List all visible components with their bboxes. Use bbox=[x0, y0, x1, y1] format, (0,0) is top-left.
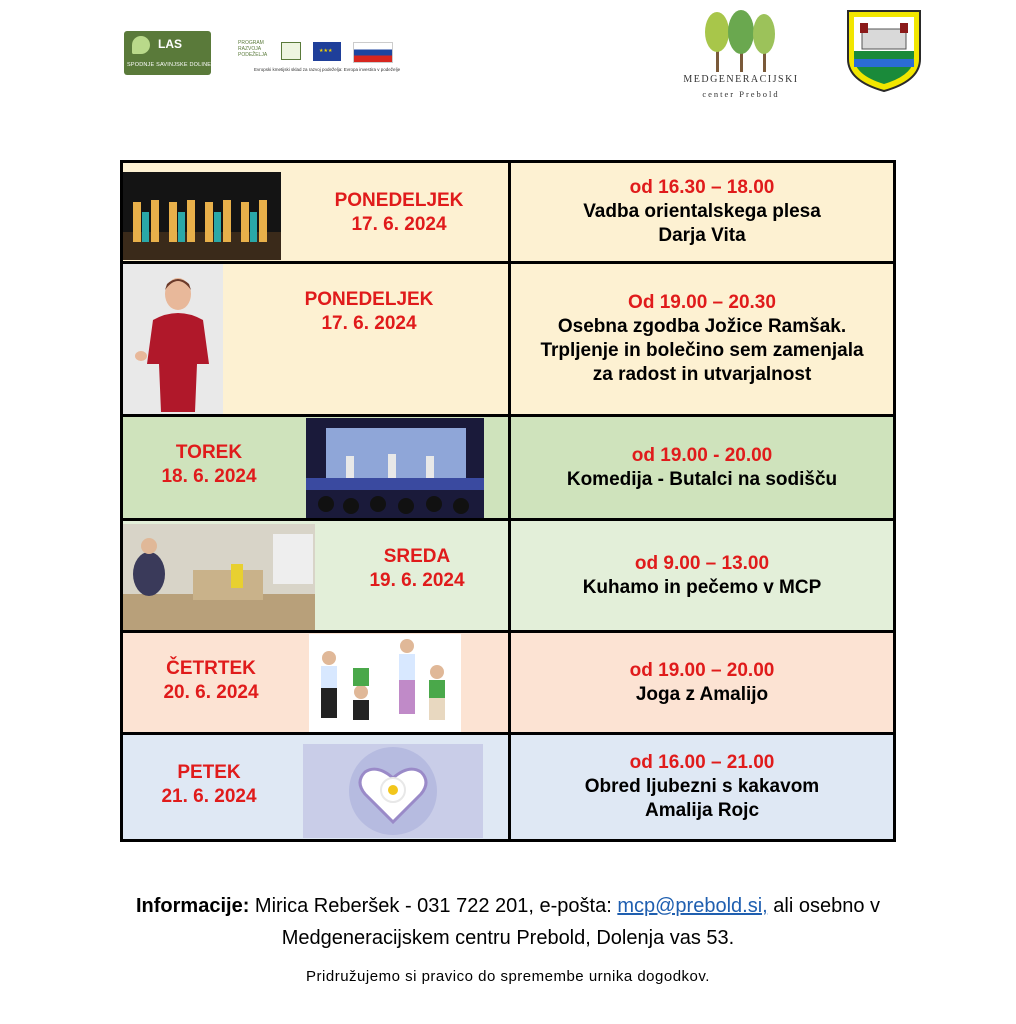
event-line: Joga z Amalijo bbox=[635, 683, 769, 705]
program-caption: Evropski kmetijski sklad za razvoj podeželja: Evropa investira v podeželje bbox=[254, 67, 401, 72]
event-time: od 16.00 – 21.00 bbox=[629, 752, 775, 773]
day-date: 19. 6. 2024 bbox=[369, 570, 465, 591]
mcp-sub: center Prebold bbox=[702, 89, 780, 99]
event-line: Obred ljubezni s kakavom bbox=[584, 776, 820, 797]
event-line: Vadba orientalskega plesa bbox=[583, 201, 821, 222]
program-logos bbox=[234, 36, 400, 76]
event-cell bbox=[510, 263, 895, 416]
day-name: SREDA bbox=[383, 546, 451, 567]
slovenia-flag-icon bbox=[353, 42, 393, 63]
prebold-crest-icon bbox=[846, 9, 922, 93]
info-address: Medgeneracijskem centru Prebold, Dolenja vas 53. bbox=[281, 927, 735, 949]
info-text-2: ali osebno v bbox=[767, 895, 880, 917]
mcp-logo bbox=[680, 8, 802, 102]
event-time: od 19.00 - 20.00 bbox=[631, 444, 773, 466]
schedule-row bbox=[122, 520, 895, 632]
event-line: za radost in utvarjalnost bbox=[592, 364, 812, 385]
day-name: PONEDELJEK bbox=[334, 190, 464, 211]
info-label: Informacije: bbox=[136, 895, 250, 917]
yoga-illustration bbox=[309, 634, 461, 732]
day-label bbox=[289, 288, 449, 336]
schedule-row bbox=[122, 632, 895, 734]
day-name: TOREK bbox=[175, 442, 243, 463]
speaker-photo bbox=[123, 264, 223, 414]
event-line: Kuhamo in pečemo v MCP bbox=[582, 576, 822, 598]
schedule-note: Pridružujemo si pravico do spremembe urnika dogodkov. bbox=[306, 968, 710, 985]
day-cell bbox=[122, 632, 510, 734]
las-subtitle: SPODNJE SAVINJSKE DOLINE bbox=[127, 62, 212, 68]
day-date: 21. 6. 2024 bbox=[161, 786, 257, 807]
event-cell bbox=[510, 162, 895, 263]
schedule-table bbox=[120, 160, 896, 842]
day-cell bbox=[122, 416, 510, 520]
event-cell bbox=[510, 416, 895, 520]
schedule-row bbox=[122, 734, 895, 841]
event-line: Trpljenje in bolečino sem zamenjala bbox=[540, 340, 864, 361]
day-label bbox=[139, 761, 279, 809]
event-time: Od 19.00 – 20.30 bbox=[628, 292, 776, 313]
day-name: ČETRTEK bbox=[166, 658, 256, 679]
day-date: 17. 6. 2024 bbox=[351, 214, 447, 235]
schedule-row bbox=[122, 162, 895, 263]
event-line: Darja Vita bbox=[658, 225, 746, 246]
event-line: Amalija Rojc bbox=[644, 800, 760, 821]
event-line: Komedija - Butalci na sodišču bbox=[566, 468, 838, 490]
las-title: LAS bbox=[158, 37, 182, 51]
day-name: PONEDELJEK bbox=[304, 289, 434, 310]
day-label bbox=[139, 441, 279, 489]
day-label bbox=[141, 657, 281, 705]
trees-icon bbox=[702, 8, 782, 74]
program-text: PROGRAM RAZVOJA PODEŽELJA bbox=[238, 40, 268, 58]
event-line: Osebna zgodba Jožice Ramšak. bbox=[557, 316, 847, 337]
kitchen-photo bbox=[123, 524, 315, 630]
theatre-photo bbox=[306, 418, 484, 518]
event-cell bbox=[510, 520, 895, 632]
header-logos bbox=[0, 0, 1016, 120]
eu-flag-icon bbox=[313, 42, 341, 61]
event-time: od 9.00 – 13.00 bbox=[634, 552, 770, 574]
event-time: od 19.00 – 20.00 bbox=[629, 659, 775, 681]
leaf-icon bbox=[132, 36, 150, 54]
schedule-row bbox=[122, 416, 895, 520]
event-cell bbox=[510, 632, 895, 734]
email-link[interactable]: mcp@prebold.si, bbox=[617, 895, 768, 917]
day-cell bbox=[122, 263, 510, 416]
day-date: 18. 6. 2024 bbox=[161, 466, 257, 487]
dance-photo bbox=[123, 172, 281, 260]
event-cell bbox=[510, 734, 895, 841]
day-name: PETEK bbox=[177, 762, 241, 783]
day-cell bbox=[122, 734, 510, 841]
day-cell bbox=[122, 162, 510, 263]
heart-photo bbox=[303, 744, 483, 838]
schedule-row bbox=[122, 263, 895, 416]
day-date: 20. 6. 2024 bbox=[163, 682, 259, 703]
day-label bbox=[337, 545, 497, 593]
event-time: od 16.30 – 18.00 bbox=[629, 177, 775, 198]
mcp-name: MEDGENERACIJSKI bbox=[683, 74, 799, 85]
day-date: 17. 6. 2024 bbox=[321, 313, 417, 334]
las-logo bbox=[124, 31, 211, 75]
info-paragraph bbox=[0, 890, 1016, 954]
day-cell bbox=[122, 520, 510, 632]
day-label bbox=[319, 189, 479, 237]
leader-logo bbox=[281, 42, 301, 60]
info-text: Mirica Reberšek - 031 722 201, e-pošta: bbox=[249, 895, 618, 917]
